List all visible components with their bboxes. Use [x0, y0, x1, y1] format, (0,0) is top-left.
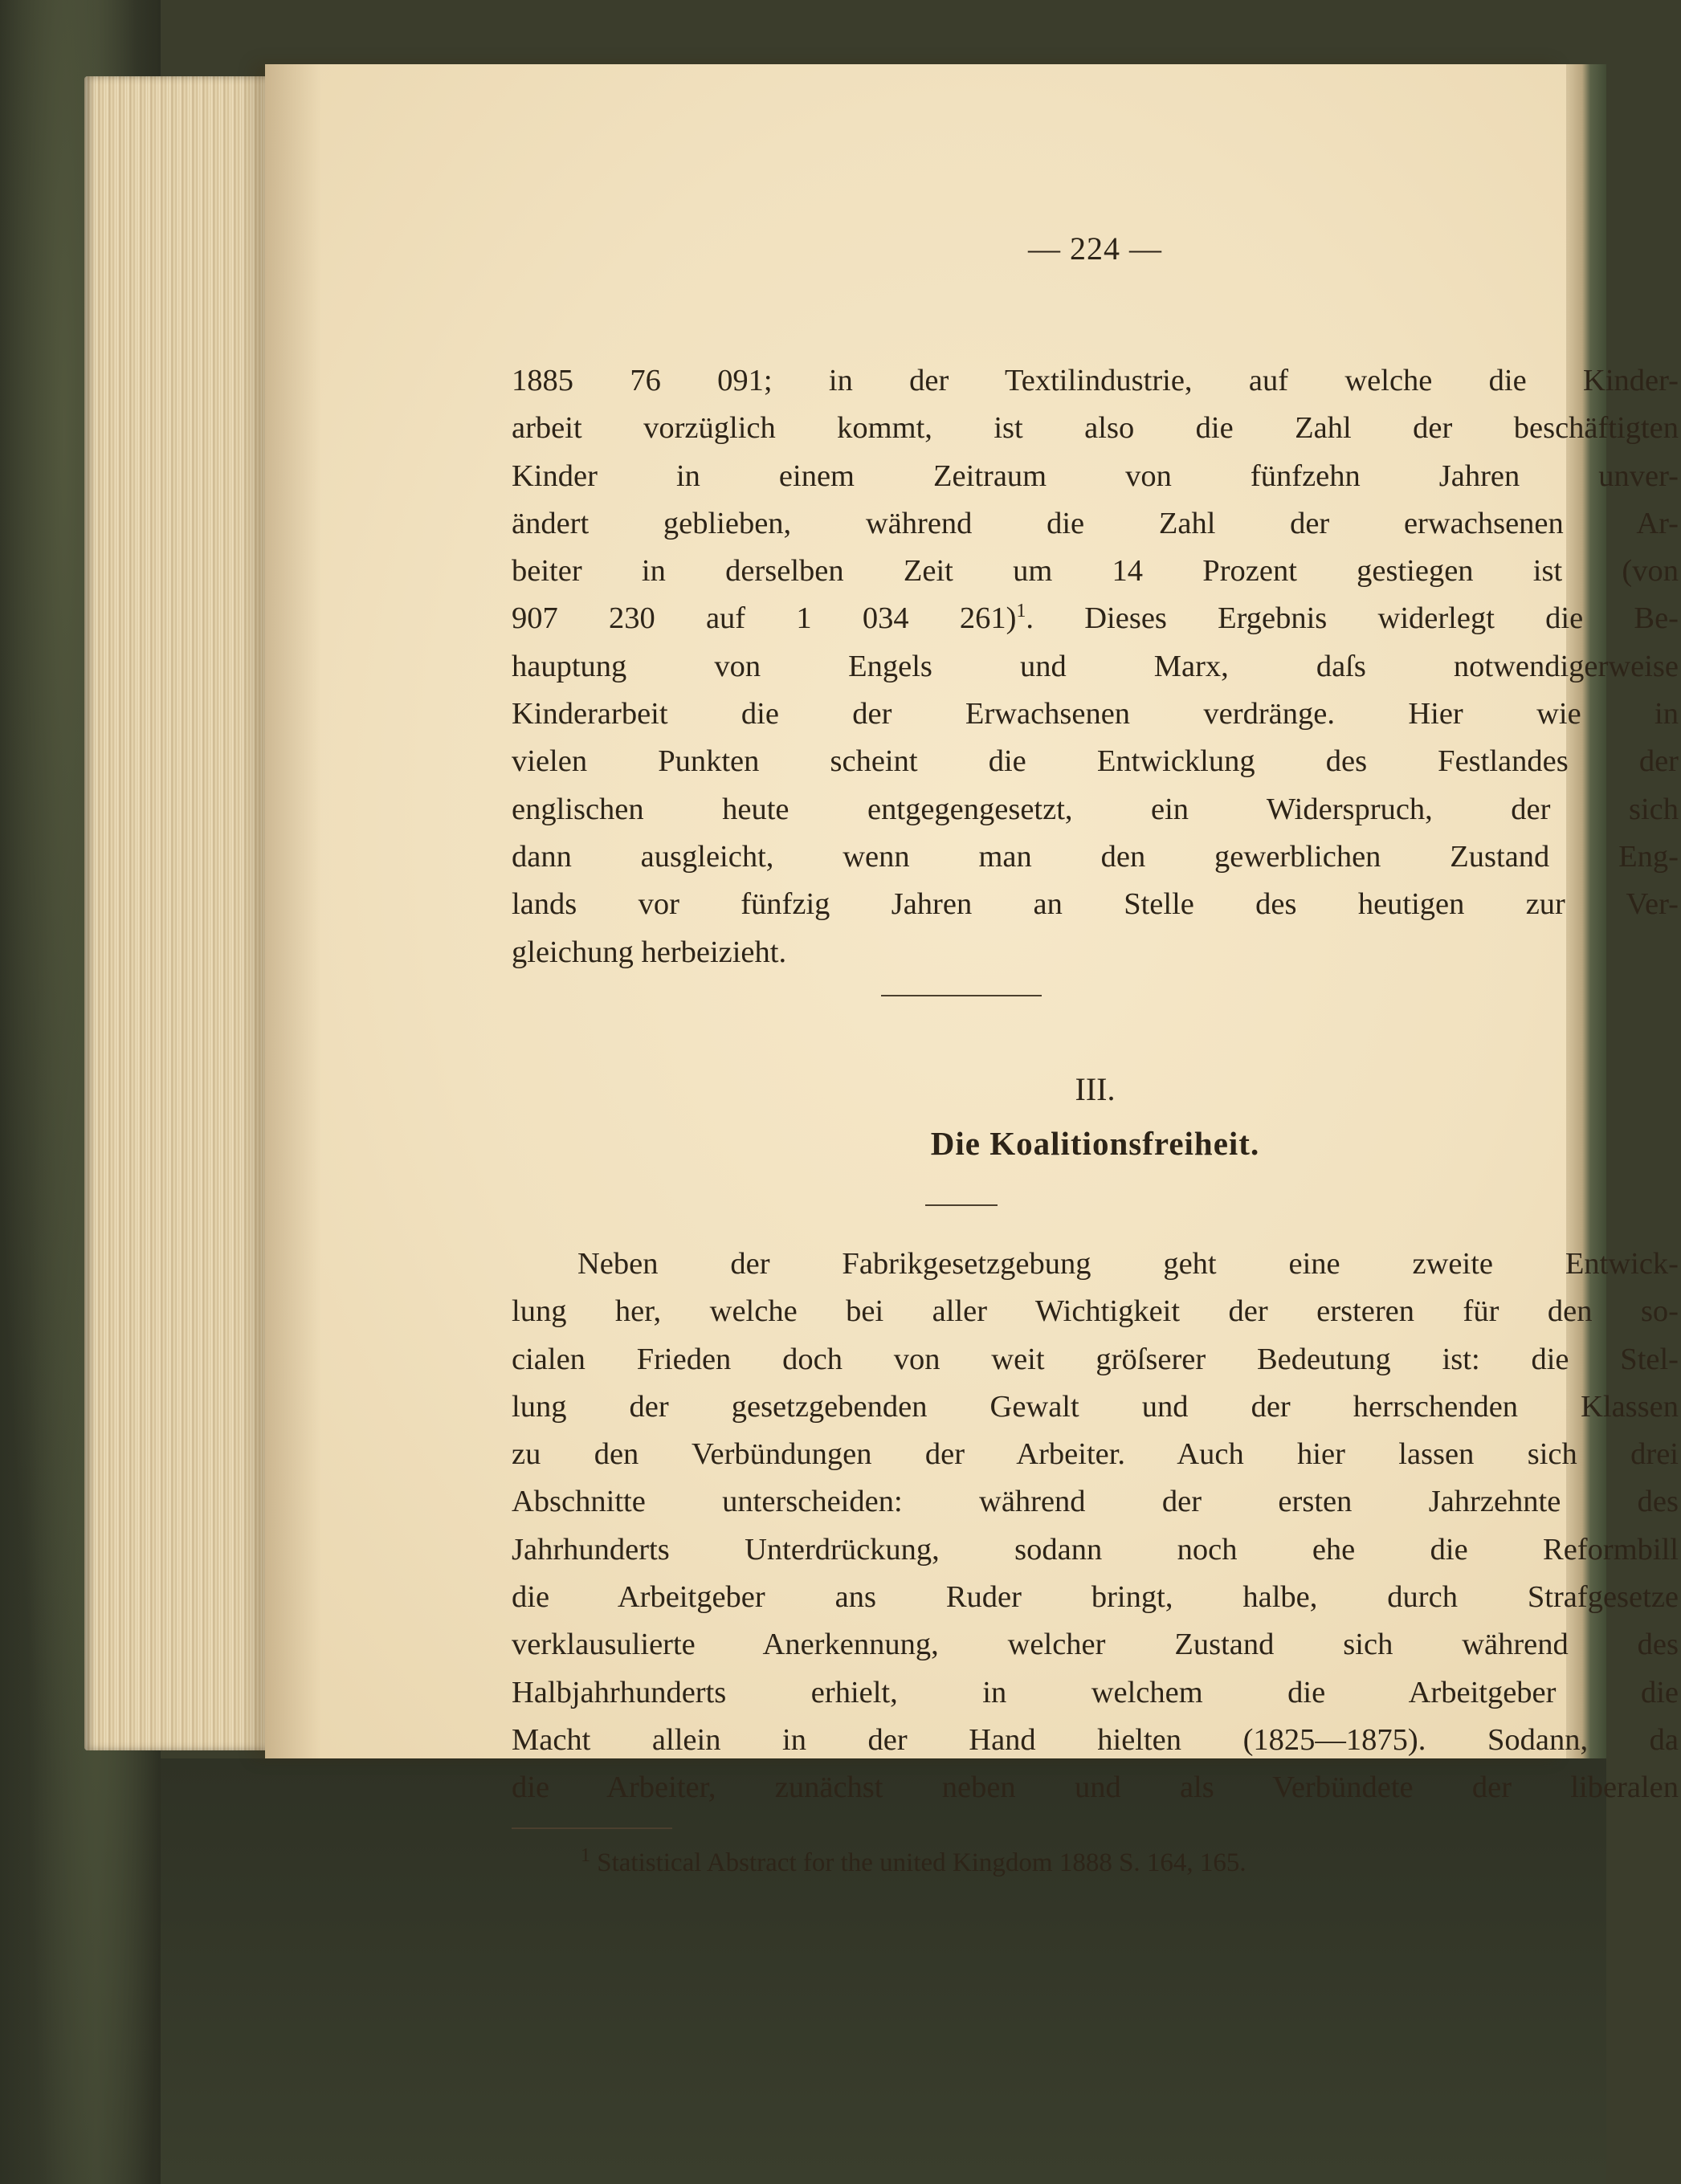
text-line: Abschnitte unterscheiden: während der ersten Jahrzehnte des [512, 1485, 1679, 1519]
text-line: Halbjahrhunderts erhielt, in welchem die Arbeitgeber die [512, 1675, 1679, 1709]
text-line-with-footnote: 907 230 auf 1 034 261)$^1$. Dieses Ergebnis widerlegt die Be- [512, 601, 1679, 636]
text-line: lands vor fünfzig Jahren an Stelle des heutigen zur Ver- [512, 887, 1679, 922]
footnote-reference: 1 [1016, 601, 1026, 622]
text-line: Macht allein in der Hand hielten (1825—1875). Sodann, da [512, 1722, 1679, 1757]
book-page [265, 64, 1679, 1877]
text-line: englischen heute entgegengesetzt, ein Widerspruch, der sich [512, 792, 1679, 826]
text-segment: Dieses Ergebnis widerlegt die Be- [1084, 601, 1679, 636]
title-divider [925, 1204, 998, 1206]
section-title: Die Koalitionsfreiheit. [930, 1125, 1260, 1162]
page-gutter-shadow [265, 64, 321, 1758]
section-number: III. [1075, 1071, 1116, 1107]
text-line: lung der gesetzgebenden Gewalt und der herrschenden Klassen [512, 1389, 1679, 1424]
text-line: 1885 76 091; in der Textilindustrie, auf welche die Kinder- [512, 364, 1679, 397]
text-segment: 907 230 auf 1 034 261) [512, 601, 1017, 636]
footnote [581, 1844, 1681, 1882]
text-line: ändert geblieben, während die Zahl der erwachsenen Ar- [512, 506, 1679, 540]
footnote-divider [512, 1827, 672, 1829]
page-edges-stack [84, 76, 293, 1750]
text-line: verklausulierte Anerkennung, welcher Zustand sich während des [512, 1628, 1679, 1662]
text-line: Kinderarbeit die der Erwachsenen verdränge. Hier wie in [512, 697, 1679, 731]
text-line: gleichung herbeizieht. [512, 935, 787, 969]
paragraph-continued [512, 357, 1679, 976]
page-number: — 224 — [1028, 230, 1162, 267]
text-line: zu den Verbündungen der Arbeiter. Auch hier lassen sich drei [512, 1437, 1679, 1472]
text-line: Jahrhunderts Unterdrückung, sodann noch ehe die Reformbill [512, 1532, 1679, 1567]
text-line: beiter in derselben Zeit um 14 Prozent gestiegen ist (von [512, 554, 1679, 589]
footnote-text: Statistical Abstract for the united Kingdom 1888 S. 164, 165. [597, 1848, 1246, 1877]
text-line: cialen Frieden doch von weit gröſserer Bedeutung ist: die Stel- [512, 1342, 1679, 1376]
text-line: Kinder in einem Zeitraum von fünfzehn Jahren unver- [512, 458, 1679, 493]
background-cloth [161, 1758, 1606, 2184]
paragraph [512, 1241, 1679, 1812]
text-line: die Arbeitgeber ans Ruder bringt, halbe, durch Strafgesetze [512, 1580, 1679, 1615]
text-line: dann ausgleicht, wenn man den gewerblichen Zustand Eng- [512, 839, 1679, 874]
text-line: vielen Punkten scheint die Entwicklung des Festlandes der [512, 744, 1679, 779]
text-line: die Arbeiter, zunächst neben und als Verbündete der liberalen [512, 1770, 1679, 1805]
text-line: lung her, welche bei aller Wichtigkeit der ersteren für den so- [512, 1294, 1679, 1329]
text-line: arbeit vorzüglich kommt, ist also die Zahl der beschäftigten [512, 411, 1679, 446]
footnote-marker: 1 [581, 1845, 590, 1866]
section-divider [881, 995, 1042, 996]
text-line: hauptung von Engels und Marx, daſs notwendigerweise [512, 649, 1679, 683]
text-line: Neben der Fabrikgesetzgebung geht eine zweite Entwick- [577, 1247, 1679, 1281]
